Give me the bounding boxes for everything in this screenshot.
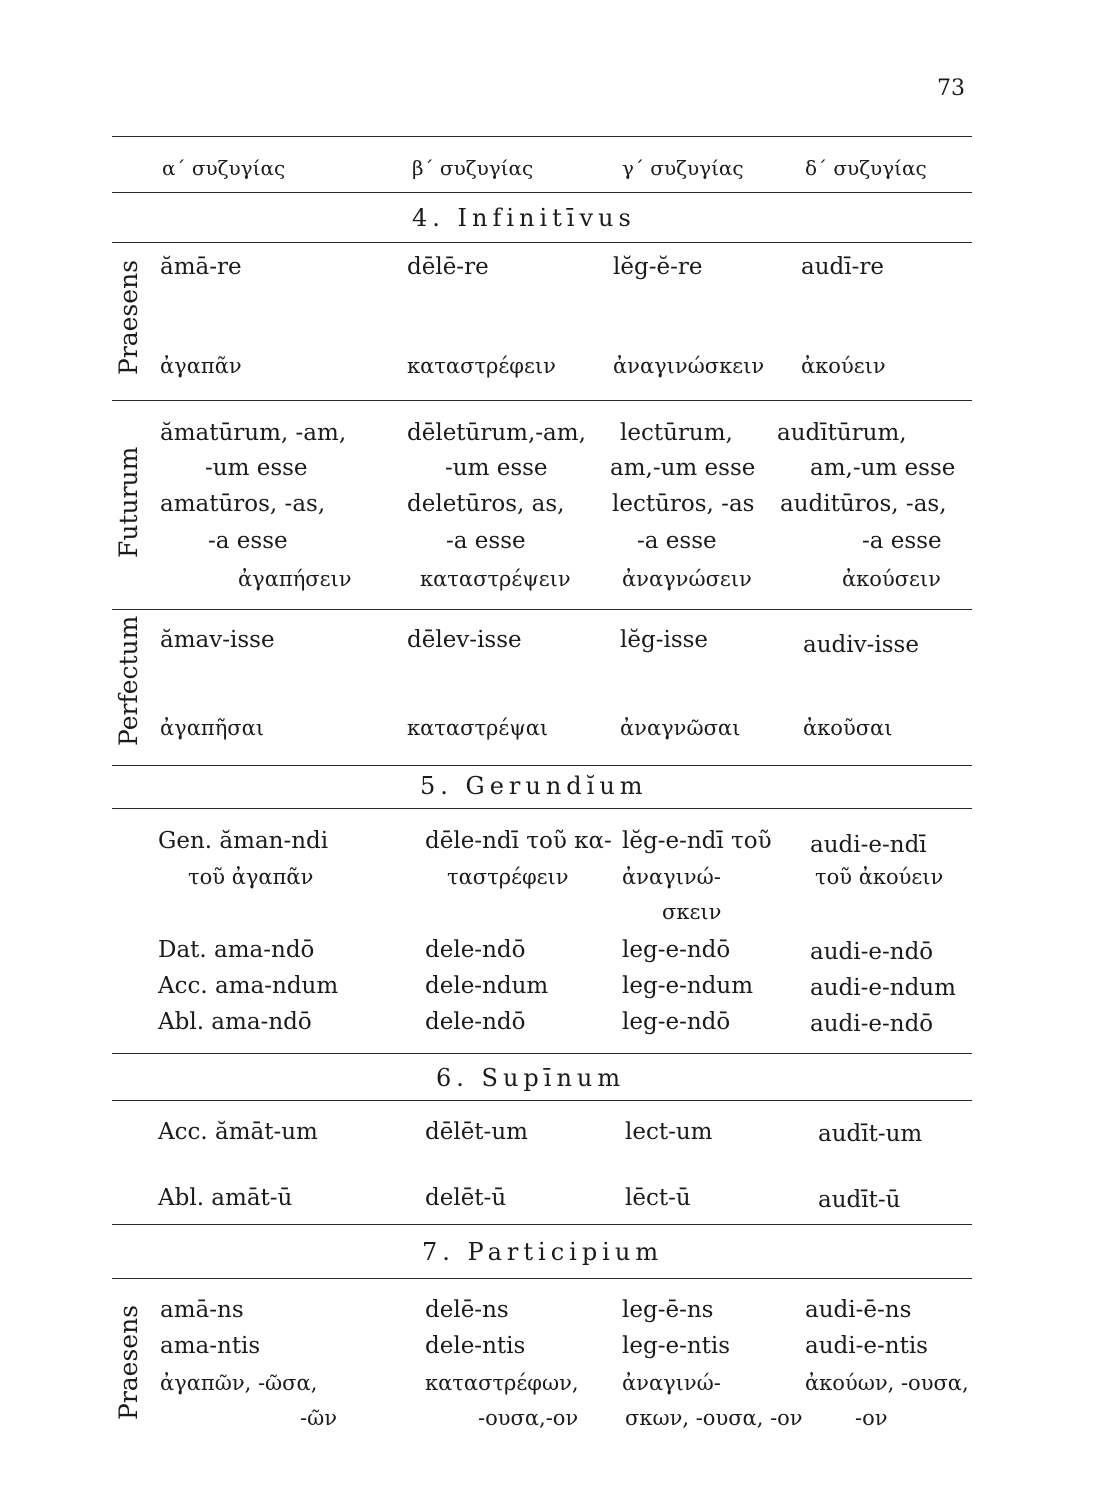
inf-perf-greek-4: ἀκοῦσαι xyxy=(803,716,893,740)
inf-praes-greek-3: ἀναγινώσκειν xyxy=(613,354,765,378)
part-greek1-1: ἀγαπῶν, -ῶσα, xyxy=(160,1371,318,1395)
inf-praes-latin-4: audī-re xyxy=(801,254,884,280)
inf-fut-greek-2: καταστρέψειν xyxy=(420,567,571,591)
supinum-end-rule xyxy=(112,1224,972,1225)
participium-title: 7. Participium xyxy=(422,1238,664,1266)
inf-perf-greek-1: ἀγαπῆσαι xyxy=(160,716,265,740)
inf-perf-greek-2: καταστρέψαι xyxy=(407,716,549,740)
inf-perf-greek-3: ἀναγνῶσαι xyxy=(620,716,741,740)
part-gen-4: audi-e-ntis xyxy=(805,1333,928,1359)
inf-fut-l2-3: am,-um esse xyxy=(610,455,756,481)
sup-acc-2: dēlēt-um xyxy=(425,1119,528,1145)
ger-abl-1: Abl. ama-ndō xyxy=(158,1009,312,1035)
part-gen-2: dele-ntis xyxy=(425,1333,526,1359)
infinitivus-praesens-label: Praesens xyxy=(114,259,143,375)
ger-dat-1: Dat. ama-ndō xyxy=(158,937,315,963)
sup-acc-4: audīt-um xyxy=(818,1121,923,1147)
perfectum-rule xyxy=(112,765,972,766)
infinitivus-perfectum-label: Perfectum xyxy=(114,615,143,746)
inf-praes-latin-1: ămā-re xyxy=(160,254,242,280)
part-gen-1: ama-ntis xyxy=(160,1333,261,1359)
header-conj-3: γ΄ συζυγίας xyxy=(622,156,744,180)
inf-perf-latin-4: audiv-isse xyxy=(803,632,919,658)
ger-acc-4: audi-e-ndum xyxy=(810,975,956,1001)
ger-gen-greek-3: ἀναγινώ- xyxy=(622,865,721,889)
page-number: 73 xyxy=(937,76,965,101)
ger-dat-3: leg-e-ndō xyxy=(622,937,731,963)
ger-gen-1: Gen. ăman-ndi xyxy=(158,828,329,854)
praesens-rule xyxy=(112,400,972,401)
inf-praes-greek-4: ἀκούειν xyxy=(801,354,886,378)
part-greek1-4: ἀκούων, -ουσα, xyxy=(805,1371,969,1395)
header-rule xyxy=(112,192,972,193)
ger-gen-greek-cont: σκειν xyxy=(662,900,722,924)
header-conj-4: δ΄ συζυγίας xyxy=(805,156,927,180)
ger-gen-3: lĕg-e-ndī τοῦ xyxy=(622,828,772,854)
inf-perf-latin-2: dēlev-isse xyxy=(407,627,522,653)
infinitivus-title: 4. Infinitīvus xyxy=(412,204,636,232)
ger-abl-4: audi-e-ndō xyxy=(810,1011,934,1037)
top-rule xyxy=(112,136,972,137)
ger-end-rule xyxy=(112,1053,972,1054)
sup-abl-3: lēct-ū xyxy=(625,1185,691,1211)
part-nom-2: delē-ns xyxy=(425,1297,509,1323)
ger-abl-3: leg-e-ndō xyxy=(622,1009,731,1035)
part-greek2-3: σκων, -ουσα, -ον xyxy=(625,1406,803,1430)
part-nom-4: audi-ē-ns xyxy=(805,1297,912,1323)
ger-gen-4: audi-e-ndī xyxy=(810,832,927,858)
infinitivus-futurum-label: Futurum xyxy=(114,446,143,558)
ger-gen-greek-2: ταστρέφειν xyxy=(447,865,569,889)
inf-praes-greek-2: καταστρέφειν xyxy=(407,354,556,378)
sup-acc-3: lect-um xyxy=(625,1119,713,1145)
inf-praes-latin-2: dēlē-re xyxy=(407,254,489,280)
ger-abl-2: dele-ndō xyxy=(425,1009,526,1035)
ger-acc-1: Acc. ama-ndum xyxy=(158,973,339,999)
ger-gen-greek-4: τοῦ ἀκούειν xyxy=(815,865,944,889)
inf-fut-l4-2: -a esse xyxy=(446,528,526,554)
inf-perf-latin-3: lĕg-isse xyxy=(620,627,709,653)
infinitivus-rule xyxy=(112,242,972,243)
supinum-title: 6. Supīnum xyxy=(436,1064,626,1092)
inf-fut-greek-1: ἀγαπήσειν xyxy=(238,567,352,591)
inf-praes-latin-3: lĕg-ĕ-re xyxy=(613,254,703,280)
participium-praesens-label: Praesens xyxy=(114,1304,143,1420)
ger-gen-greek-1: τοῦ ἀγαπᾶν xyxy=(188,865,314,889)
gerundium-rule xyxy=(112,808,972,809)
inf-perf-latin-1: ămav-isse xyxy=(160,627,275,653)
inf-fut-l1-4: audītūrum, xyxy=(777,420,907,446)
part-greek2-4: -ον xyxy=(855,1406,888,1430)
futurum-rule xyxy=(112,609,972,610)
ger-dat-2: dele-ndō xyxy=(425,937,526,963)
inf-fut-l2-4: am,-um esse xyxy=(810,455,956,481)
part-nom-1: amā-ns xyxy=(160,1297,244,1323)
inf-fut-l4-1: -a esse xyxy=(208,528,288,554)
header-conj-2: β΄ συζυγίας xyxy=(412,156,534,180)
inf-fut-l2-1: -um esse xyxy=(205,455,308,481)
ger-acc-3: leg-e-ndum xyxy=(622,973,754,999)
ger-dat-4: audi-e-ndō xyxy=(810,939,934,965)
inf-fut-l3-3: lectūros, -as xyxy=(612,491,755,517)
participium-rule xyxy=(112,1278,972,1279)
sup-abl-1: Abl. amāt-ū xyxy=(158,1185,293,1211)
supinum-rule xyxy=(112,1100,972,1101)
inf-fut-l1-3: lectūrum, xyxy=(620,420,733,446)
ger-gen-2: dēle-ndī τοῦ κα- xyxy=(425,828,612,854)
part-greek2-1: -ῶν xyxy=(300,1406,337,1430)
part-greek1-3: ἀναγινώ- xyxy=(622,1371,721,1395)
sup-abl-2: delēt-ū xyxy=(425,1185,507,1211)
inf-fut-l4-4: -a esse xyxy=(862,528,942,554)
part-nom-3: leg-ē-ns xyxy=(622,1297,714,1323)
inf-fut-l2-2: -um esse xyxy=(445,455,548,481)
inf-fut-l3-4: auditūros, -as, xyxy=(780,491,947,517)
inf-fut-l3-1: amatūros, -as, xyxy=(160,491,326,517)
part-greek1-2: καταστρέφων, xyxy=(425,1371,579,1395)
part-gen-3: leg-e-ntis xyxy=(622,1333,731,1359)
gerundium-title: 5. Gerundĭum xyxy=(420,772,648,800)
inf-fut-l4-3: -a esse xyxy=(637,528,717,554)
inf-praes-greek-1: ἀγαπᾶν xyxy=(160,354,242,378)
ger-acc-2: dele-ndum xyxy=(425,973,549,999)
inf-fut-l1-2: dēletūrum,-am, xyxy=(407,420,586,446)
part-greek2-2: -ουσα,-ον xyxy=(478,1406,579,1430)
sup-abl-4: audīt-ū xyxy=(818,1187,901,1213)
sup-acc-1: Acc. ămāt-um xyxy=(158,1119,318,1145)
inf-fut-l1-1: ămatūrum, -am, xyxy=(160,420,347,446)
inf-fut-greek-3: ἀναγνώσειν xyxy=(622,567,752,591)
inf-fut-greek-4: ἀκούσειν xyxy=(842,567,941,591)
inf-fut-l3-2: deletūros, as, xyxy=(407,491,565,517)
header-conj-1: α΄ συζυγίας xyxy=(162,156,286,180)
